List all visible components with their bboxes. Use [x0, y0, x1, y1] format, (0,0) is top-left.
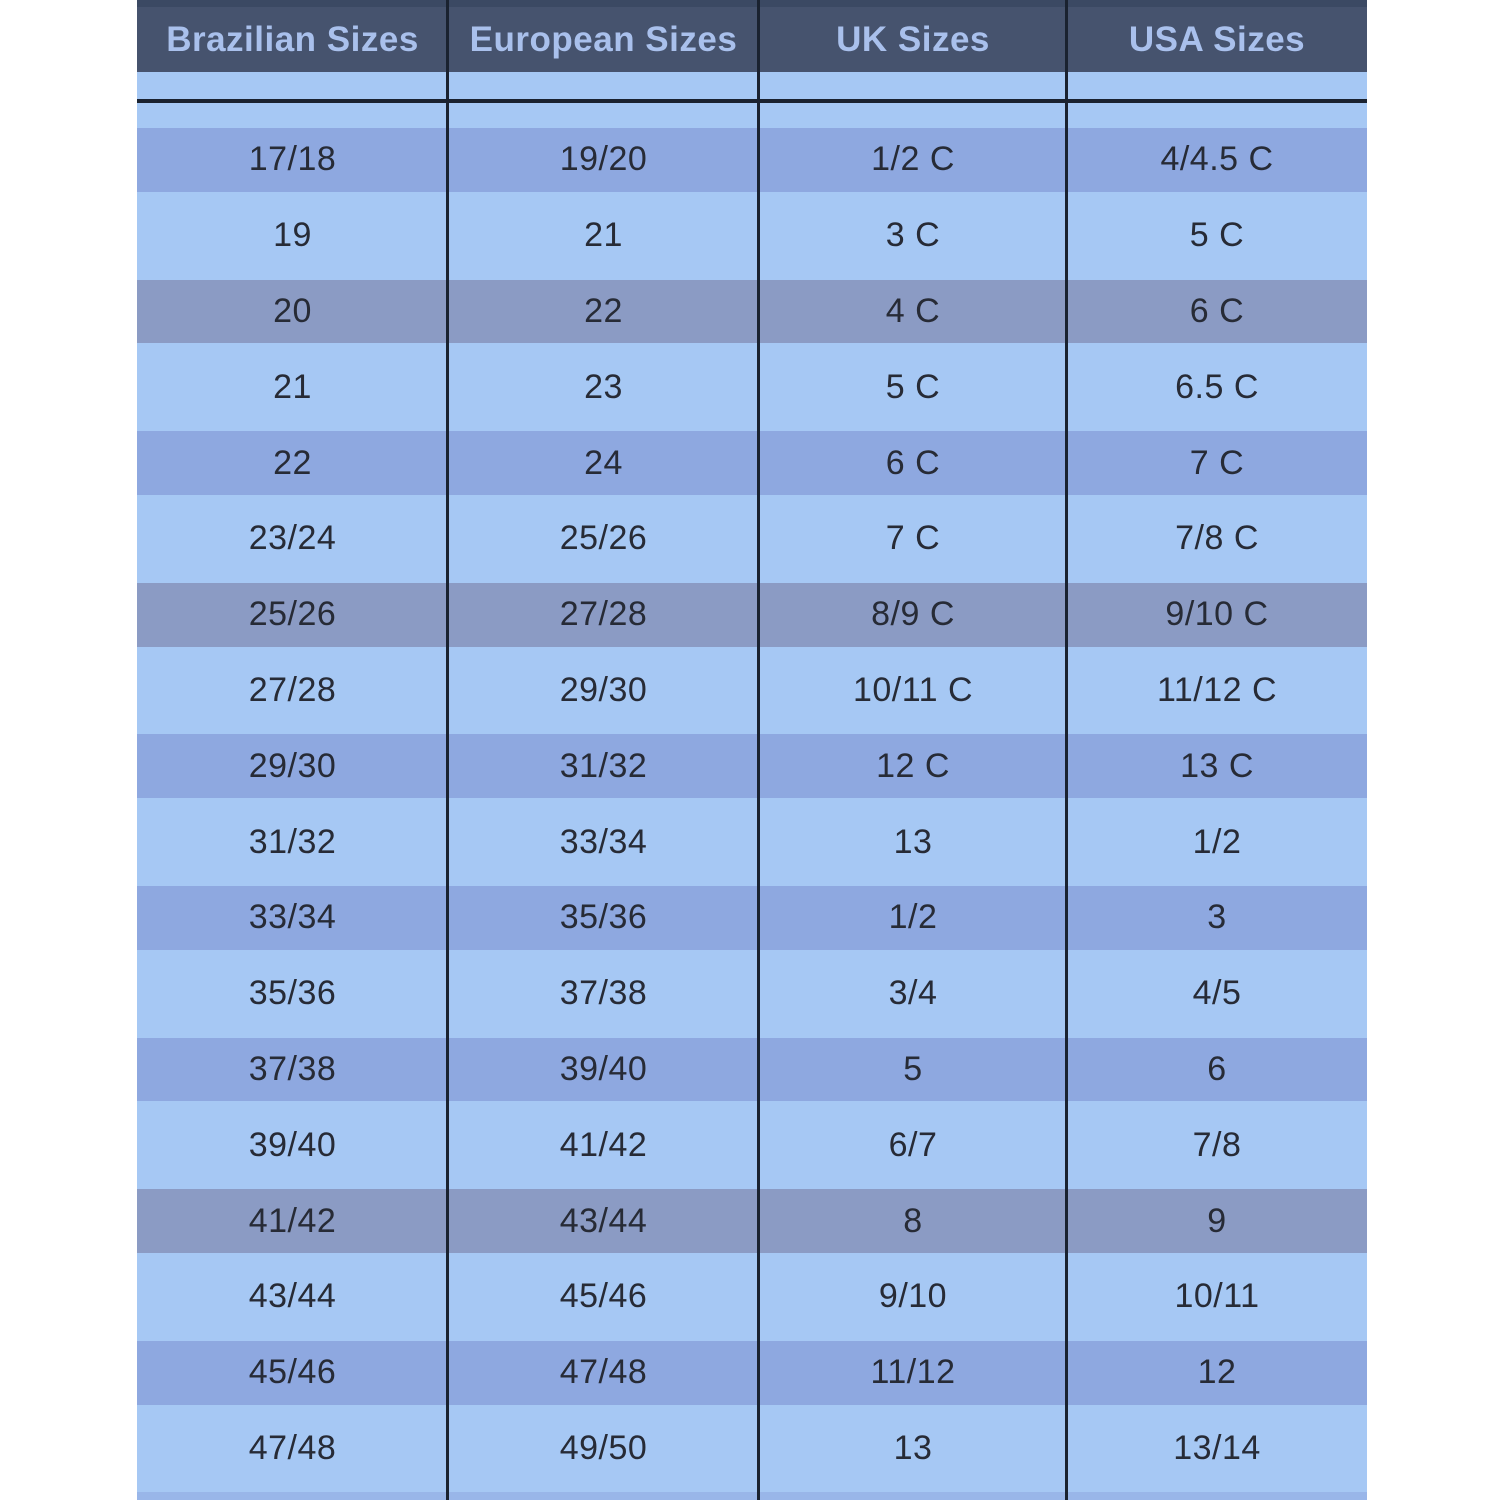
table-row: [137, 1259, 1367, 1335]
column-divider: [757, 0, 760, 1500]
cell: 35/36: [248, 974, 337, 1013]
cell: 10/11 C: [852, 670, 974, 709]
cell: 45/46: [248, 1353, 337, 1392]
cell: 6 C: [885, 443, 941, 482]
cell: 8: [903, 1201, 923, 1240]
cell: 6/7: [888, 1125, 938, 1164]
cell: 22: [273, 443, 312, 482]
cell: 41/42: [559, 1125, 648, 1164]
table-row: [137, 425, 1367, 501]
cell: 13 C: [1180, 746, 1254, 785]
cell: 31/32: [248, 822, 337, 861]
table-row: [137, 122, 1367, 198]
cell: 9: [1207, 1201, 1227, 1240]
header-gap-lower: [137, 103, 1367, 122]
table-row: [137, 198, 1367, 274]
table-row: [137, 1032, 1367, 1108]
cell: 29/30: [559, 670, 648, 709]
table-row: [137, 1183, 1367, 1259]
cell: 23: [584, 367, 623, 406]
cell: 11/12 C: [1156, 670, 1278, 709]
table-row: [137, 653, 1367, 729]
table-row: [137, 349, 1367, 425]
cell: 23/24: [248, 519, 337, 558]
cell: 11/12: [870, 1353, 956, 1392]
cell: 12 C: [876, 746, 950, 785]
column-divider: [1065, 0, 1068, 1500]
header-european-sizes: European Sizes: [469, 19, 738, 59]
cell: 39/40: [559, 1049, 648, 1088]
cell: 1/2: [1192, 822, 1242, 861]
cell: 3: [1207, 898, 1227, 937]
table-row: [137, 274, 1367, 350]
cell: 37/38: [559, 974, 648, 1013]
cell: 7/8 C: [1175, 519, 1259, 558]
cell: 41/42: [248, 1201, 337, 1240]
table-row: [137, 956, 1367, 1032]
cell: 4/5: [1192, 974, 1242, 1013]
cell: 6: [1207, 1049, 1227, 1088]
cell: 13: [893, 1428, 933, 1467]
cell: 35/36: [559, 898, 648, 937]
cell: 7 C: [1189, 443, 1245, 482]
cell: 47/48: [559, 1353, 648, 1392]
cell: 7/8: [1192, 1125, 1242, 1164]
table-row: [137, 577, 1367, 653]
cell: 45/46: [559, 1277, 648, 1316]
cell: 29/30: [248, 746, 337, 785]
bottom-edge-stripe: [137, 1492, 1367, 1500]
size-conversion-table: [137, 0, 1367, 1500]
cell: 25/26: [248, 595, 337, 634]
cell: 5: [903, 1049, 923, 1088]
cell: 25/26: [559, 519, 648, 558]
table-row: [137, 1411, 1367, 1487]
cell: 19/20: [559, 140, 648, 179]
cell: 21: [273, 367, 312, 406]
cell: 13/14: [1173, 1428, 1261, 1467]
cell: 12: [1197, 1353, 1237, 1392]
cell: 9/10: [878, 1277, 948, 1316]
header-uk-sizes: UK Sizes: [836, 19, 990, 59]
column-divider: [446, 0, 449, 1500]
cell: 49/50: [559, 1428, 648, 1467]
cell: 33/34: [248, 898, 337, 937]
table-row: [137, 1335, 1367, 1411]
cell: 10/11: [1174, 1277, 1260, 1316]
header-gap: [137, 72, 1367, 99]
table-row: [137, 1107, 1367, 1183]
table-row: [137, 501, 1367, 577]
cell: 6.5 C: [1175, 367, 1259, 406]
cell: 39/40: [248, 1125, 337, 1164]
cell: 27/28: [248, 670, 337, 709]
table-row: [137, 880, 1367, 956]
cell: 20: [273, 291, 312, 330]
cell: 1/2 C: [871, 140, 955, 179]
cell: 4/4.5 C: [1160, 140, 1274, 179]
cell: 33/34: [559, 822, 648, 861]
cell: 9/10 C: [1165, 595, 1269, 634]
cell: 31/32: [559, 746, 648, 785]
cell: 7 C: [885, 519, 941, 558]
cell: 43/44: [559, 1201, 648, 1240]
cell: 47/48: [248, 1428, 337, 1467]
cell: 22: [584, 291, 623, 330]
cell: 19: [273, 216, 312, 255]
header-brazilian-sizes: Brazilian Sizes: [166, 19, 419, 59]
cell: 3 C: [885, 216, 941, 255]
cell: 17/18: [248, 140, 337, 179]
cell: 4 C: [885, 291, 941, 330]
cell: 5 C: [885, 367, 941, 406]
table-row: [137, 728, 1367, 804]
cell: 27/28: [559, 595, 648, 634]
table-header-row: [137, 0, 1367, 72]
cell: 6 C: [1189, 291, 1245, 330]
cell: 21: [584, 216, 623, 255]
cell: 1/2: [888, 898, 938, 937]
cell: 37/38: [248, 1049, 337, 1088]
cell: 43/44: [248, 1277, 337, 1316]
table-body: [137, 122, 1367, 1486]
cell: 3/4: [888, 974, 938, 1013]
cell: 8/9 C: [871, 595, 955, 634]
cell: 13: [893, 822, 933, 861]
cell: 5 C: [1189, 216, 1245, 255]
cell: 24: [584, 443, 623, 482]
header-usa-sizes: USA Sizes: [1128, 19, 1306, 59]
table-row: [137, 804, 1367, 880]
